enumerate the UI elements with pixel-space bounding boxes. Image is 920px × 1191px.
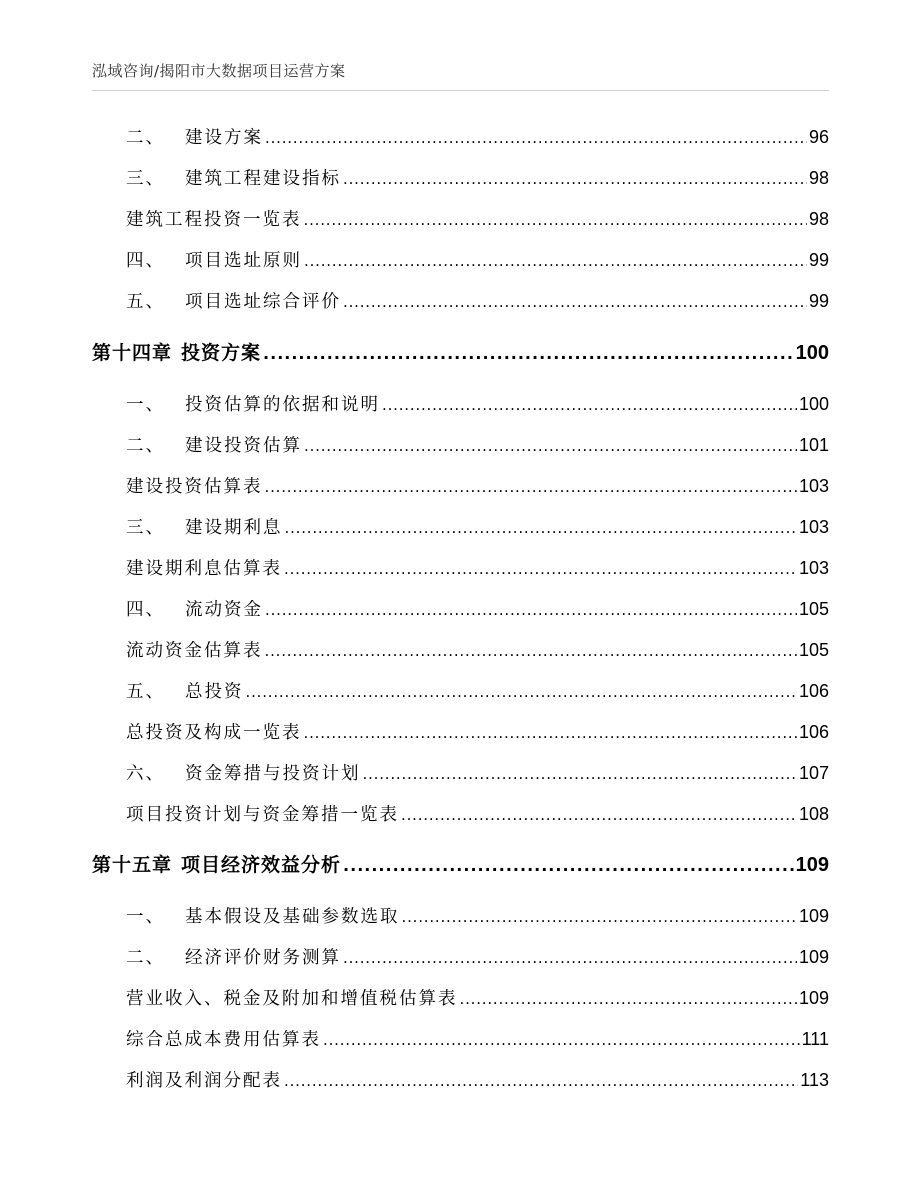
toc-entry[interactable] <box>126 719 829 744</box>
toc-entry[interactable] <box>126 165 829 190</box>
toc-entry-title: 建设期利息 <box>185 518 283 538</box>
toc-entry[interactable] <box>126 514 829 539</box>
toc-entry-title: 经济评价财务测算 <box>185 948 341 968</box>
toc-entry-title: 建设方案 <box>185 128 263 148</box>
toc-entry-number: 四、 <box>126 600 165 620</box>
toc-leader-dots <box>304 437 797 455</box>
toc-chapter-title: 投资方案 <box>181 342 262 364</box>
toc-entry-title: 综合总成本费用估算表 <box>126 1030 321 1050</box>
toc-entry-title: 投资估算的依据和说明 <box>185 395 380 415</box>
toc-entry-title: 项目选址综合评价 <box>185 292 341 312</box>
toc-entry-page: 107 <box>798 763 829 783</box>
toc-entry-page: 103 <box>798 476 829 496</box>
toc-entry[interactable] <box>126 678 829 703</box>
toc-leader-dots <box>343 293 807 311</box>
toc-entry-page: 98 <box>808 168 829 188</box>
toc-entry[interactable] <box>126 760 829 785</box>
toc-entry-title: 流动资金估算表 <box>126 641 263 661</box>
toc-leader-dots <box>246 683 797 701</box>
toc-entry-title: 利润及利润分配表 <box>126 1071 282 1091</box>
toc-entry-page: 99 <box>808 291 829 311</box>
toc-entry-number: 六、 <box>126 764 165 784</box>
toc-leader-dots <box>263 344 794 363</box>
toc-entry-page: 100 <box>798 394 829 414</box>
toc-entry[interactable] <box>126 903 829 928</box>
toc-entry[interactable] <box>126 555 829 580</box>
toc-entry[interactable] <box>126 124 829 149</box>
toc-entry-title: 项目投资计划与资金筹措一览表 <box>126 805 399 825</box>
toc-entry-page: 101 <box>798 435 829 455</box>
toc-leader-dots <box>343 949 797 967</box>
toc-entry-page: 99 <box>808 250 829 270</box>
toc-leader-dots <box>265 601 797 619</box>
toc-entry[interactable] <box>126 473 829 498</box>
toc-leader-dots <box>265 129 807 147</box>
toc-leader-dots <box>323 1031 800 1049</box>
toc-leader-dots <box>285 519 797 537</box>
toc-entry-page: 105 <box>798 599 829 619</box>
toc-entry-title: 建设投资估算表 <box>126 477 263 497</box>
toc-entry-title: 建筑工程投资一览表 <box>126 210 302 230</box>
toc-entry[interactable] <box>126 944 829 969</box>
toc-entry-title: 流动资金 <box>185 600 263 620</box>
toc-chapter-page: 100 <box>795 342 829 364</box>
toc-entry-number: 四、 <box>126 251 165 271</box>
toc-chapter-number: 第十五章 <box>92 854 173 876</box>
toc-entry-title: 总投资 <box>185 682 244 702</box>
toc-entry-title: 建设期利息估算表 <box>126 559 282 579</box>
toc-entry-title: 基本假设及基础参数选取 <box>185 907 400 927</box>
toc-entry-page: 106 <box>798 681 829 701</box>
toc-entry-page: 105 <box>798 640 829 660</box>
toc-leader-dots <box>304 211 807 229</box>
toc-leader-dots <box>363 765 797 783</box>
toc-entry-page: 108 <box>798 804 829 824</box>
header-divider <box>92 90 829 91</box>
toc-entry-number: 一、 <box>126 395 165 415</box>
toc-leader-dots <box>401 806 797 824</box>
toc-entry[interactable] <box>126 1026 829 1051</box>
toc-leader-dots <box>304 252 807 270</box>
toc-entry-title: 建筑工程建设指标 <box>185 169 341 189</box>
toc-entry-title: 项目选址原则 <box>185 251 302 271</box>
toc-entry-page: 109 <box>798 906 829 926</box>
toc-entry-number: 五、 <box>126 292 165 312</box>
toc-chapter[interactable] <box>92 338 829 365</box>
page-header: 泓域咨询/揭阳市大数据项目运营方案 <box>92 62 346 80</box>
toc-chapter-page: 109 <box>795 854 829 876</box>
toc-entry[interactable] <box>126 1067 829 1092</box>
toc-entry[interactable] <box>126 596 829 621</box>
toc-leader-dots <box>460 990 797 1008</box>
toc-entry-number: 二、 <box>126 948 165 968</box>
toc-leader-dots <box>343 170 807 188</box>
toc-chapter-number: 第十四章 <box>92 342 173 364</box>
toc-leader-dots <box>265 478 797 496</box>
toc-entry-page: 103 <box>798 558 829 578</box>
toc-entry-number: 五、 <box>126 682 165 702</box>
toc-chapter[interactable] <box>92 850 829 877</box>
toc-leader-dots <box>304 724 797 742</box>
toc-entry-number: 二、 <box>126 436 165 456</box>
toc-entry-title: 总投资及构成一览表 <box>126 723 302 743</box>
toc-entry-number: 二、 <box>126 128 165 148</box>
toc-entry-page: 103 <box>798 517 829 537</box>
toc-entry-page: 111 <box>801 1029 829 1049</box>
toc-leader-dots <box>265 642 797 660</box>
toc-entry[interactable] <box>126 391 829 416</box>
toc-entry[interactable] <box>126 637 829 662</box>
toc-entry-page: 98 <box>808 209 829 229</box>
toc-entry-page: 109 <box>798 947 829 967</box>
toc-leader-dots <box>343 856 794 875</box>
toc-entry-page: 109 <box>798 988 829 1008</box>
toc-leader-dots <box>284 560 797 578</box>
toc-entry-number: 三、 <box>126 169 165 189</box>
toc-leader-dots <box>382 396 797 414</box>
toc-entry[interactable] <box>126 247 829 272</box>
toc-entry[interactable] <box>126 801 829 826</box>
toc-entry-title: 营业收入、税金及附加和增值税估算表 <box>126 989 458 1009</box>
toc-entry-number: 一、 <box>126 907 165 927</box>
toc-entry[interactable] <box>126 985 829 1010</box>
toc-entry[interactable] <box>126 288 829 313</box>
toc-entry-page: 96 <box>808 127 829 147</box>
toc-entry-page: 113 <box>800 1070 829 1090</box>
toc-chapter-title: 项目经济效益分析 <box>181 854 342 876</box>
toc-entry[interactable] <box>126 432 829 457</box>
toc-entry[interactable] <box>126 206 829 231</box>
toc-entry-page: 106 <box>798 722 829 742</box>
toc-entry-title: 资金筹措与投资计划 <box>185 764 361 784</box>
toc-leader-dots <box>284 1072 798 1090</box>
toc-leader-dots <box>402 908 797 926</box>
toc-entry-number: 三、 <box>126 518 165 538</box>
toc-entry-title: 建设投资估算 <box>185 436 302 456</box>
